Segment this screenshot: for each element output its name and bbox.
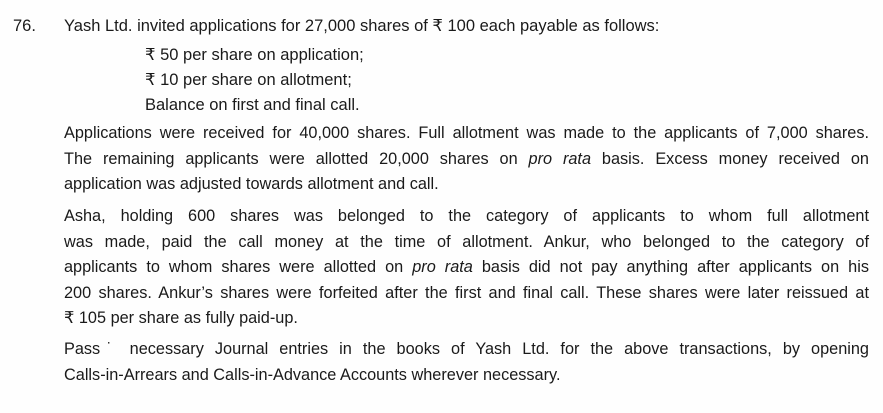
- paragraph-line: 200 shares. Ankur’s shares were forfeited after the first and final call. These shares were later reissued at: [64, 283, 869, 302]
- payment-term-allotment: ₹ 10 per share on allotment;: [145, 71, 352, 89]
- payment-term-application: ₹ 50 per share on application;: [145, 46, 364, 64]
- paragraph-line: Applications were received for 40,000 shares. Full allotment was made to the applicants of 7,000 shares.: [64, 124, 869, 142]
- payment-terms-list: [145, 43, 364, 118]
- paragraph-applications: [64, 121, 869, 198]
- question-intro: Yash Ltd. invited applications for 27,000 shares of ₹ 100 each payable as follows:: [64, 17, 660, 35]
- pro-rata-term: pro rata: [528, 149, 592, 168]
- question-number: 76.: [13, 17, 36, 35]
- paragraph-line: applicants to whom shares were allotted on pro rata basis did not pay anything after applicants on his: [64, 258, 869, 277]
- paragraph-line: ₹ 105 per share as fully paid-up.: [64, 309, 298, 328]
- paragraph-line: Pass˙ necessary Journal entries in the books of Yash Ltd. for the above transactions, by opening: [64, 340, 869, 358]
- paragraph-line: Asha, holding 600 shares was belonged to the category of applicants to whom full allotment: [64, 207, 869, 225]
- paragraph-asha-ankur: [64, 204, 869, 332]
- paragraph-line: was made, paid the call money at the time of allotment. Ankur, who belonged to the category of: [64, 232, 869, 251]
- paragraph-line: Calls-in-Arrears and Calls-in-Advance Accounts wherever necessary.: [64, 365, 561, 384]
- pro-rata-term: pro rata: [412, 258, 473, 277]
- paragraph-line: The remaining applicants were allotted 20,000 shares on pro rata basis. Excess money received on: [64, 149, 869, 168]
- payment-term-call: Balance on first and final call.: [145, 96, 360, 114]
- paragraph-instruction: [64, 337, 869, 388]
- paragraph-line: application was adjusted towards allotment and call.: [64, 175, 439, 194]
